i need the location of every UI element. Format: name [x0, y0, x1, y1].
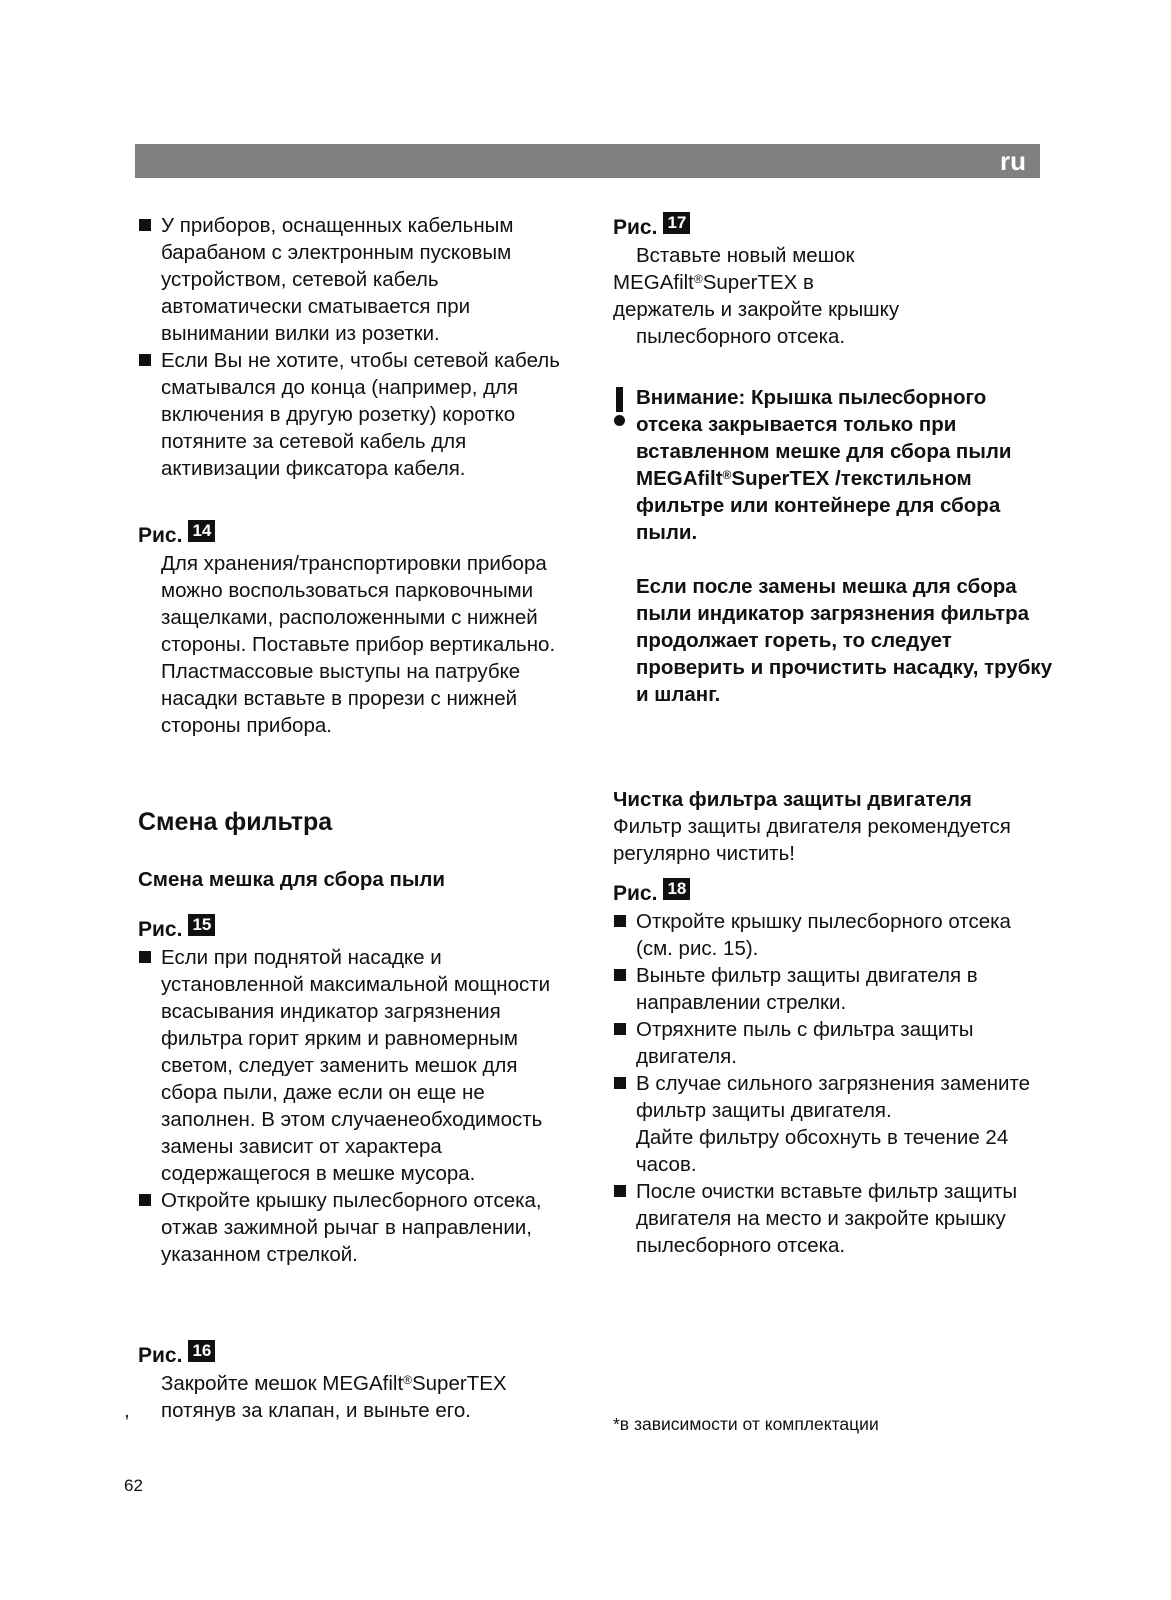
motor-filter-title: Чистка фильтра защиты двигателя	[613, 788, 972, 811]
figure-label: Рис. 18	[613, 878, 1053, 908]
section-title: Смена фильтра	[138, 808, 333, 836]
figure-16-text-line2: , потянув за клапан, и выньте его.	[124, 1399, 471, 1422]
warning-block	[613, 384, 1053, 708]
list-item: Откройте крышку пылесборного отсека, отжав зажимной рычаг в направлении, указанном стрелкой.	[138, 1187, 578, 1268]
warning-text: Внимание: Крышка пылесборного отсека закрывается только при вставленном мешке для сбора пыли MEGAfilt®SuperTEX /текстильном фильтре или контейнере для сбора пыли.	[636, 386, 1012, 544]
list-item: Если Вы не хотите, чтобы сетевой кабель сматывался до конца (например, для включения в другую розетку) коротко потяните за сетевой кабель для активизации фиксатора кабеля.	[138, 347, 578, 482]
exclamation-icon	[613, 387, 627, 431]
stray-comma: ,	[124, 1399, 130, 1422]
figure-label: Рис. 17	[613, 212, 1053, 242]
warning-text-2: Если после замены мешка для сбора пыли индикатор загрязнения фильтра продолжает гореть, то следует проверить и прочистить насадку, трубку и шланг.	[636, 575, 1053, 706]
figure-number: 14	[188, 520, 215, 542]
figure-17-line: MEGAfilt®SuperTEX в	[613, 271, 814, 294]
figure-14-text: Для хранения/транспортировки прибора можно воспользоваться парковочными защелками, расположенными с нижней стороны. Поставьте прибор вертикально. Пластмассовые выступы на патрубке насадки вставьте в прорези с нижней стороны прибора.	[161, 552, 556, 737]
figure-number: 18	[663, 878, 690, 900]
figure-label: Рис. 14	[138, 520, 578, 550]
figure-number: 16	[188, 1340, 215, 1362]
list-item: Выньте фильтр защиты двигателя в направлении стрелки.	[613, 962, 1053, 1016]
figure-16	[124, 1340, 578, 1424]
figure-number: 17	[663, 212, 690, 234]
list-item: Если при поднятой насадке и установленной максимальной мощности всасывания индикатор загрязнения фильтра горит ярким и равномерным светом, следует заменить мешок для	[138, 944, 578, 1079]
registered-mark: ®	[403, 1373, 412, 1387]
figure-14	[138, 520, 578, 739]
motor-filter-text: Фильтр защиты двигателя рекомендуется регулярно чистить!	[613, 815, 1011, 865]
figure-17-line: Вставьте новый мешок	[636, 244, 855, 267]
figure-17	[613, 212, 1053, 350]
list-item-continuation: сбора пыли, даже если он еще не заполнен. В этом случаенеобходимость замены зависит от характера содержащегося в мешке мусора.	[161, 1081, 543, 1185]
registered-mark: ®	[722, 468, 732, 482]
subsection-title: Смена мешка для сбора пыли	[138, 868, 445, 891]
figure-17-line: пылесборного отсека.	[636, 325, 846, 348]
list-item: В случае сильного загрязнения замените фильтр защиты двигателя.	[613, 1070, 1053, 1124]
list-item: После очистки вставьте фильтр защиты двигателя на место и закройте крышку пылесборного отсека.	[613, 1178, 1053, 1259]
list-item: Отряхните пыль с фильтра защиты двигателя.	[613, 1016, 1053, 1070]
figure-number: 15	[188, 914, 215, 936]
figure-label: Рис. 16	[138, 1340, 578, 1370]
figure-16-text: Закройте мешок MEGAfilt®SuperTEX	[161, 1372, 507, 1395]
list-item-continuation: Дайте фильтру обсохнуть в течение 24 часов.	[636, 1126, 1009, 1176]
figure-label: Рис. 15	[138, 914, 578, 944]
page-number: 62	[124, 1476, 143, 1495]
cable-reel-bullets	[138, 212, 578, 482]
figure-15	[138, 914, 578, 1268]
list-item: Откройте крышку пылесборного отсека (см. рис. 15).	[613, 908, 1053, 962]
language-code: ru	[1000, 146, 1026, 176]
motor-filter-section	[613, 786, 1053, 867]
list-item: У приборов, оснащенных кабельным барабаном с электронным пусковым устройством, сетевой кабель автоматически сматывается при вынимании вилки из розетки.	[138, 212, 578, 347]
registered-mark: ®	[693, 272, 703, 286]
footnote: *в зависимости от комплектации	[613, 1414, 879, 1434]
figure-18	[613, 878, 1053, 1259]
figure-17-line: держатель и закройте крышку	[613, 298, 900, 321]
header-bar	[135, 144, 1040, 178]
